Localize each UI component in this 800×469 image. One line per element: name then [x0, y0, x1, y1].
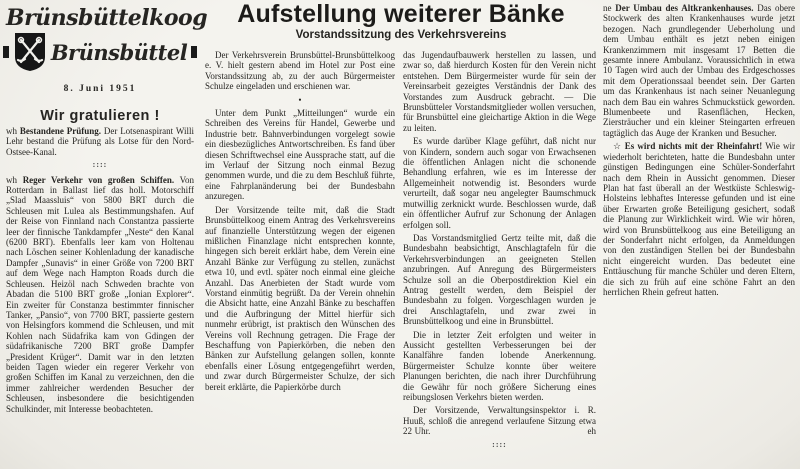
paragraph: Das Vorstandsmitglied Gertz teilte mit, daß die Bundesbahn beabsichtigt, Anschlagtafeln für die Verkehrsverbindungen an geeigneten Stellen anzubringen. Auf Anregung des Bürgermeisters Schulze soll an die Oberpostdirektion Kiel ein Antrag gestellt werden, dem Beispiel der Bundesbahn zu folgen. Vorgeschlagen wurden je drei Anschlagtafeln, und zwar zwei in Brunsbüttelkoog und eine in Brunsbüttel. [403, 232, 596, 327]
paragraph: Die in letzter Zeit erfolgten und weiter in Aussicht gestellten Verbesserungen bei der Kanalfähre fanden lobende Anerkennung. Bürgermeister Schulze konnte über weitere Planungen berichten, die nach ihrer Durchführung die Gewähr für noch größere Sicherung eines reibungslosen Verkehrs bieten werden. [403, 329, 596, 402]
masthead-title-line1: Brünsbüttelkoog [6, 5, 208, 31]
news-item-title: Es wird nichts mit der Rheinfahrt! [624, 141, 763, 152]
masthead-ornament-left-icon [3, 46, 9, 58]
news-item-krankenhaus [603, 3, 795, 138]
paragraph-signoff [403, 405, 596, 436]
news-item-rheinfahrt [603, 141, 795, 297]
article-header [204, 1, 598, 41]
news-item-pruefung [6, 126, 194, 157]
star-icon: ☆ [613, 141, 622, 152]
news-item-prefix: wh [6, 126, 17, 136]
news-item-text: Wie wir wiederholt berichteten, hatte die Bundesbahn unter günstigen Bedingungen eine Schüler-Sonderfahrt nach dem Rhein in Aussicht genommen. Dieser Plan hat fast überall an der Westküste Schleswig-Holsteins lebhaftes Interesse gefunden und ist eine über Erwarten große Beteiligung gesichert, sodaß die Planung zur Wirklichkeit wird. Wie wir hören, wird von Brunsbüttelkoog aus eine Beteiligung an der Sonderfahrt nicht erfolgen, da Anmeldungen von den zuständigen Stellen bei der Bundesbahn nicht eingereicht wurden. Das bedeutet eine Enttäuschung für manche Schüler und deren Eltern, die sich zu früh auf eine schöne Fahrt an den herrlichen Rhein gefreut hatten. [603, 141, 795, 297]
masthead [6, 5, 208, 124]
news-item-verkehr [6, 175, 194, 414]
news-item-prefix: ne [603, 3, 612, 13]
masthead-ornament-right-icon [191, 46, 197, 58]
news-item-prefix: wh [6, 174, 17, 185]
news-item-title: Bestandene Prüfung. [19, 126, 101, 136]
left-section-headline: Wir gratulieren ! [40, 108, 160, 124]
article-column-1 [205, 50, 395, 395]
item-separator: :::: [492, 439, 507, 449]
paragraph: Es wurde darüber Klage geführt, daß nicht nur von Kindern, sondern auch sogar von Erwachsenen die öffentlichen Anlagen nicht die schonende Behandlung erfahren, wie es im Interesse der Allgemeinheit notwendig ist. Besonders wurde verurteilt, daß sogar neu angelegter Baumschmuck mutwillig zerknickt wurde. Beschlossen wurde, daß ein öffentlicher Aufruf zur Schonung der Anlagen erfolgen soll. [403, 136, 596, 230]
right-column [603, 3, 795, 300]
news-item-text: Von Rotterdam in Ballast lief das holl. Motorschiff „Slad Maassluis“ von 5800 BRT durch die Schleusen mit Lulea als Bestimmungshafen. Auf der Reise von Finnland nach Constantza passierte leer der finnische Tankdampfer „Neste“ den Kanal (6200 BRT). Ebenfalls leer kam von Holtenau nach Löschen seiner Kohlenladung der kanadische Dampfer „Sunavis“ in einer Größe von 7200 BRT auf dem Wege nach Hampton Roads durch die Schleusen. Heizöl nach Schweden brachte von Abadan die 5100 BRT große „Ionian Explorer“. Ein zweiter für Constanza bestimmter finnischer Tanker, „Pansio“, von 7700 BRT, passierte gestern von Helsingfors kommend die Schleusen, und mit Kohlen nach Südafrika kam von Gdingen der südafrikanische 7200 BRT große Dampfer „President Krüger“. Damit war in den letzten beiden Tagen wieder ein regerer Verkehr von großen Schiffen im Kanal zu verzeichnen, den die immer zahlreicher werdenden Besucher der Schleusen, insbesondere die besichtigenden Schulkinder, mit Interesse beobachteten. [6, 174, 194, 414]
news-item-text: Das obere Stockwerk des alten Krankenhauses wurde jetzt bezogen. Nach grundlegender Ueberholung und dem Umbau enthält es jetzt neben einigen Krankenzimmern mit insgesamt 17 Betten die gesamte innere Ambulanz. Voraussichtlich in etwa 10 Tagen wird auch der Umbau des Erdgeschosses mit dem Operationssaal beendet sein. Der Garten um das Krankenhaus ist nach seiner Neuanlegung nach dem Bau ein wahres Schmuckstück geworden. Blumenbeete und Rasenflächen, Hecken, Ziersträucher und ein kleiner Steingarten erfreuen tagtäglich das Auge der Kranken und Besucher. [603, 3, 795, 138]
paragraph: Der Vorsitzende teilte mit, daß die Stadt Brunsbüttelkoog einem Antrag des Verkehrsvereins auf finanzielle Unterstützung wegen der eigenen mißlichen Finanzlage nicht entsprechen konnte, hingegen sich bereit erklärt habe, dem Verein eine Anzahl Bänke zur Verfügung zu stellen, zunächst etwa 10, und evtl. später noch einmal eine gleiche Anzahl. Das Anerbieten der Stadt wurde vom Vorstand einmütig begrüßt. Da der Verein ohnehin die Absicht hatte, eine Anzahl Bänke zu beschaffen und die Aufbringung der Mittel hierfür sich nunmehr erübrigt, ist praktisch den Wünschen des Vereins voll Rechnung getragen. Die Frage der Beschaffung von Papierkörben, die neben den Bänken zur Aufstellung gelangen sollen, konnte ebenfalls einer Lösung entgegengeführt werden, und zwar durch Bürgermeister Schulze, der sich bereit erklärte, die Papierkörbe durch [205, 204, 395, 392]
item-separator: :::: [92, 160, 108, 170]
article-subtitle: Vorstandssitzung des Verkehrsvereins [295, 29, 507, 41]
article-headline: Aufstellung weiterer Bänke [237, 0, 565, 28]
left-column [6, 126, 194, 417]
news-item-title: Der Umbau des Altkrankenhauses. [615, 3, 754, 13]
news-item-text: Der Lotsenaspirant Willi Lehr bestand die Prüfung als Lotse für den Nord-Ostsee-Kanal. [6, 126, 194, 157]
masthead-title-line2-text: Brünsbüttel [50, 39, 188, 65]
news-item-title: Reger Verkehr von großen Schiffen. [22, 174, 175, 185]
anchor-crest-icon [13, 32, 47, 72]
paragraph-separator-dot: • [298, 94, 302, 105]
paragraph: Unter dem Punkt „Mitteilungen“ wurde ein Schreiben des Vereins für Handel, Gewerbe und Industrie betr. Bahnverbindungen vorgelegt sowie ein diesbezügliches Antwortschreiben. Es fand über diesen Schriftwechsel eine Aussprache statt, auf die im Verlauf der Sitzung noch einmal Bezug genommen wurde, und die zu dem Beschluß führte, eine Fahrplanänderung bei der Bundesbahn anzuregen. [205, 108, 395, 202]
issue-date: 8. Juni 1951 [63, 84, 137, 94]
paragraph: das Jugendaufbauwerk herstellen zu lassen, und zwar so, daß hierdurch Kosten für den Verein nicht entstehen. Dem Bürgermeister wurde für sein der Vereinsarbeit gezeigtes Verständnis der Dank des Vorstandes zum Ausdruck gebracht. — Die Brunsbütteler Vorstandsmitglieder wollen versuchen, für Brunsbüttel eine gleichartige Aktion in die Wege zu leiten. [403, 50, 596, 133]
paragraph-text: Der Vorsitzende, Verwaltungsinspektor i. R. Huuß, schloß die anregend verlaufene Sitzung etwa 22 Uhr. [403, 405, 596, 437]
signoff-initials: eh [587, 426, 596, 437]
paragraph: Der Verkehrsverein Brunsbüttel-Brunsbüttelkoog e. V. hielt gestern abend im Hotel zur Post eine Vorstandssitzung ab, zu der auch Bürgermeister Schulze eingeladen und erschienen war. [205, 50, 395, 92]
article-column-2 [403, 50, 596, 454]
masthead-title-line2 [6, 32, 194, 72]
